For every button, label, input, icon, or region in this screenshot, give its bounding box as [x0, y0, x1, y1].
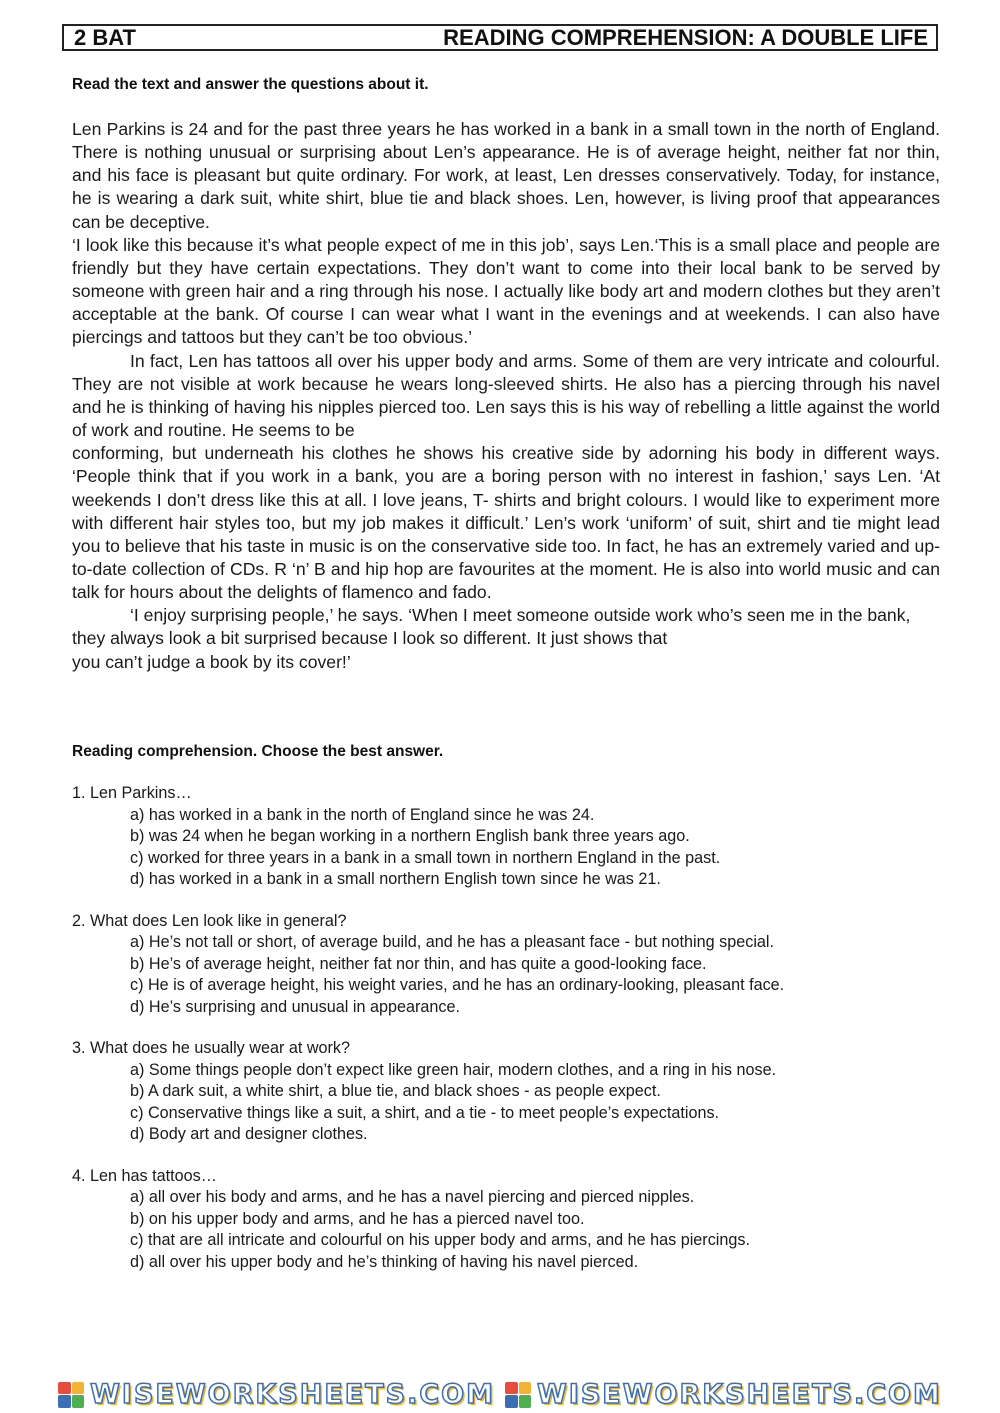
passage-paragraph-5: ‘I enjoy surprising people,’ he says. ‘When I meet someone outside work who’s seen me in the bank, they always look a bit surprised because I look so different. It just shows that: [72, 605, 911, 649]
question-3: [72, 1038, 952, 1146]
answer-option-a[interactable]: a) has worked in a bank in the north of England since he was 24.: [130, 805, 595, 824]
answer-option-c[interactable]: c) that are all intricate and colourful on his upper body and arms, and he has piercings.: [130, 1231, 750, 1249]
watermark-footer: [0, 1376, 1000, 1413]
answer-option-d[interactable]: d) all over his upper body and he’s thinking of having his navel pierced.: [130, 1252, 639, 1271]
question-stem: 3. What does he usually wear at work?: [72, 1039, 351, 1057]
course-label: 2 BAT: [74, 24, 136, 50]
question-stem: 4. Len has tattoos…: [72, 1166, 217, 1185]
answer-option-b[interactable]: b) was 24 when he began working in a northern English bank three years ago.: [130, 827, 690, 845]
question-stem: 1. Len Parkins…: [72, 784, 192, 802]
watermark-brand: [58, 1379, 495, 1410]
answer-option-d[interactable]: d) He’s surprising and unusual in appearance.: [130, 997, 460, 1016]
section-title: Reading comprehension. Choose the best answer.: [72, 743, 444, 760]
watermark-text: WISEWORKSHEETS.COM: [90, 1379, 495, 1410]
worksheet-header: [62, 24, 938, 51]
answer-option-c[interactable]: c) He is of average height, his weight varies, and he has an ordinary-looking, pleasant face.: [130, 976, 785, 994]
passage-paragraph-5-end: you can’t judge a book by its cover!’: [72, 651, 351, 672]
answer-option-d[interactable]: d) has worked in a bank in a small northern English town since he was 21.: [130, 870, 661, 888]
answer-option-d[interactable]: d) Body art and designer clothes.: [130, 1125, 368, 1143]
instructions: Read the text and answer the questions about it.: [72, 76, 429, 93]
answer-option-a[interactable]: a) all over his body and arms, and he has a navel piercing and pierced nipples.: [130, 1188, 695, 1206]
reading-passage: [72, 118, 940, 674]
question-4: [72, 1166, 952, 1274]
answer-option-a[interactable]: a) He’s not tall or short, of average build, and he has a pleasant face - but nothing special.: [130, 933, 775, 951]
wiseworksheets-logo-icon: [58, 1382, 84, 1408]
passage-paragraph-4: conforming, but underneath his clothes he shows his creative side by adorning his body in different ways. ‘People think that if you work in a bank, you are a boring person with no interest in fashion,’ says Len. ‘At weekends I don’t dress like this at all. I love jeans, T- shirts and bright colours. I would like to experiment more with different hair styles too, but my job makes it difficult.’ Len’s work ‘uniform’ of suit, shirt and tie might lead you to believe that his taste in music is on the conservative side too. In fact, he has an extremely varied and up-to-date collection of CDs. R ‘n’ B and hip hop are favourites at the moment. He is also into world music and can talk for hours about the delights of flamenco and fado.: [72, 443, 940, 603]
question-stem: 2. What does Len look like in general?: [72, 911, 347, 930]
passage-paragraph-2: ‘I look like this because it’s what people expect of me in this job’, says Len.‘This is a small place and people are friendly but they have certain expectations. They don’t want to come into their local bank to be served by someone with green hair and a ring through his nose. I actually like body art and modern clothes but they aren’t acceptable at the bank. Of course I can wear what I want in the evenings and at weekends. I can also have piercings and tattoos but they can’t be too obvious.’: [72, 234, 940, 348]
watermark-text: WISEWORKSHEETS.COM: [537, 1379, 942, 1410]
watermark-brand: [505, 1379, 942, 1410]
worksheet-title: READING COMPREHENSION: A DOUBLE LIFE: [443, 24, 928, 50]
answer-option-b[interactable]: b) He’s of average height, neither fat nor thin, and has quite a good-looking face.: [130, 954, 707, 973]
passage-paragraph-3: In fact, Len has tattoos all over his upper body and arms. Some of them are very intricate and colourful. They are not visible at work because he wears long-sleeved shirts. He also has a piercing through his navel and he is thinking of having his nipples pierced too. Len says this is his way of rebelling a little against the world of work and routine. He seems to be: [72, 350, 940, 441]
questions-list: [72, 783, 952, 1293]
answer-option-c[interactable]: c) worked for three years in a bank in a small town in northern England in the past.: [130, 848, 721, 867]
question-1: [72, 783, 952, 891]
question-2: [72, 911, 952, 1019]
answer-option-c[interactable]: c) Conservative things like a suit, a shirt, and a tie - to meet people’s expectations.: [130, 1103, 720, 1122]
wiseworksheets-logo-icon: [505, 1382, 531, 1408]
answer-option-b[interactable]: b) on his upper body and arms, and he has a pierced navel too.: [130, 1209, 585, 1228]
passage-paragraph-1: Len Parkins is 24 and for the past three years he has worked in a bank in a small town in the north of England. There is nothing unusual or surprising about Len’s appearance. He is of average height, neither fat nor thin, and his face is pleasant but quite ordinary. For work, at least, Len dresses conservatively. Today, for instance, he is wearing a dark suit, white shirt, blue tie and black shoes. Len, however, is living proof that appearances can be deceptive.: [72, 119, 940, 232]
answer-option-b[interactable]: b) A dark suit, a white shirt, a blue tie, and black shoes - as people expect.: [130, 1082, 661, 1100]
answer-option-a[interactable]: a) Some things people don’t expect like green hair, modern clothes, and a ring in his nose.: [130, 1060, 777, 1079]
